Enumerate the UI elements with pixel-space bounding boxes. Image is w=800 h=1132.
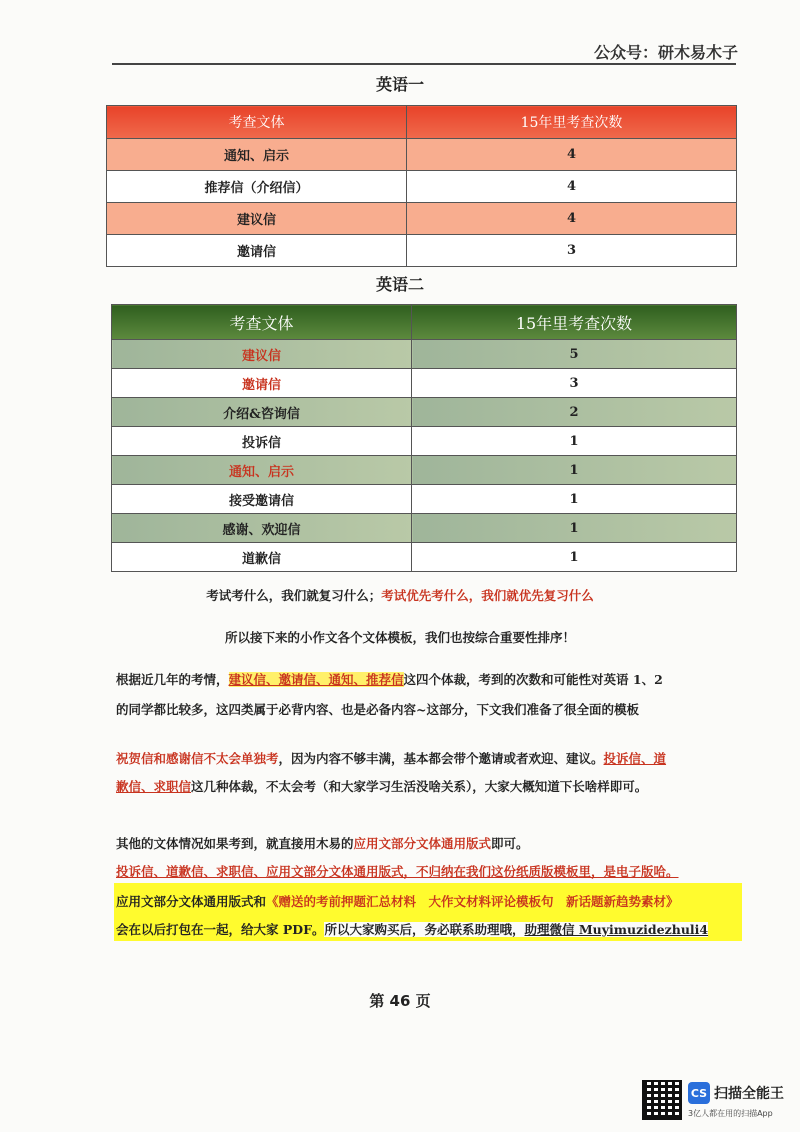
english2-table [111, 304, 737, 572]
text-run: 这四个体裁，考到的次数和可能性对英语 1、2 [403, 672, 663, 687]
text-run: 应用文部分文体通用版式和 [116, 894, 267, 909]
paragraph-line: 的同学都比较多，这四类属于必背内容、也是必备内容~这部分，下文我们准备了很全面的模板 [116, 702, 639, 717]
table-row [112, 369, 737, 398]
doc-type-cell: 邀请信 [107, 235, 407, 267]
text-run: 会在以后打包在一起，给大家 PDF。 [116, 922, 325, 937]
count-cell: 1 [412, 543, 737, 572]
table-header-row [107, 106, 737, 139]
column-header: 考查文体 [112, 305, 412, 340]
table-row [112, 543, 737, 572]
text-run: 所以大家购买后，务必联系助理哦， [324, 922, 525, 937]
doc-type-cell: 接受邀请信 [112, 485, 412, 514]
assistant-wechat: 助理微信 Muyimuzidezhuli4 [524, 922, 709, 937]
paragraph-line [116, 920, 708, 938]
app-name: 扫描全能王 [714, 1086, 784, 1102]
doc-type-cell: 邀请信 [112, 369, 412, 398]
english1-table [106, 105, 737, 267]
table-row [107, 139, 737, 171]
slogan-part1: 考试考什么，我们就复习什么； [206, 588, 382, 603]
count-cell: 4 [407, 171, 737, 203]
text-run: ，因为内容不够丰满，基本都会带个邀请或者欢迎、建议。 [278, 751, 604, 766]
column-header: 15年里考查次数 [407, 106, 737, 139]
header-brand: 公众号：研木易木子 [593, 43, 738, 62]
table-row [112, 427, 737, 456]
count-cell: 4 [407, 139, 737, 171]
column-header: 15年里考查次数 [412, 305, 737, 340]
slogan-part2: 考试优先考什么，我们就优先复习什么 [381, 588, 594, 603]
scanner-watermark [642, 1080, 792, 1122]
english1-title: 英语一 [375, 75, 424, 94]
count-cell: 1 [412, 514, 737, 543]
doc-type-cell: 投诉信 [112, 427, 412, 456]
text-run: 祝贺信和感谢信不太会单独考 [116, 751, 279, 766]
paragraph-line: 投诉信、道歉信、求职信、应用文部分文体通用版式，不归纳在我们这份纸质版模板里，是电子版哈。 [116, 864, 679, 879]
doc-type-cell: 通知、启示 [107, 139, 407, 171]
column-header: 考查文体 [107, 106, 407, 139]
page-number: 第 46 页 [369, 992, 431, 1010]
table-row [107, 235, 737, 267]
count-cell: 2 [412, 398, 737, 427]
app-tagline: 3亿人都在用的扫描App [688, 1109, 773, 1118]
count-cell: 3 [412, 369, 737, 398]
table-row [112, 398, 737, 427]
text-run: 即可。 [491, 836, 529, 851]
doc-type-cell: 建议信 [112, 340, 412, 369]
doc-type-cell: 道歉信 [112, 543, 412, 572]
table-row [112, 514, 737, 543]
paragraph-line [116, 749, 666, 767]
underlined-text: 投诉信、道 [603, 751, 667, 766]
highlighted-text: 建议信、邀请信、通知、推荐信 [228, 672, 404, 687]
paragraph-line [116, 892, 679, 910]
count-cell: 5 [412, 340, 737, 369]
doc-type-cell: 通知、启示 [112, 456, 412, 485]
text-run: 其他的文体情况如果考到，就直接用木易的 [116, 836, 354, 851]
sort-note: 所以接下来的小作文各个文体模板，我们也按综合重要性排序！ [224, 630, 575, 645]
count-cell: 1 [412, 456, 737, 485]
table-row [107, 203, 737, 235]
doc-type-cell: 推荐信（介绍信） [107, 171, 407, 203]
text-run: 应用文部分文体通用版式 [353, 836, 492, 851]
doc-type-cell: 介绍&咨询信 [112, 398, 412, 427]
paragraph-line [116, 670, 663, 688]
count-cell: 1 [412, 485, 737, 514]
header-rule [112, 63, 736, 65]
english2-title: 英语二 [375, 275, 424, 294]
doc-type-cell: 建议信 [107, 203, 407, 235]
underlined-text: 歉信、求职信 [116, 779, 192, 794]
count-cell: 1 [412, 427, 737, 456]
table-row [112, 485, 737, 514]
camscanner-logo-icon: CS [688, 1082, 710, 1104]
table-row [112, 340, 737, 369]
count-cell: 4 [407, 203, 737, 235]
doc-type-cell: 感谢、欢迎信 [112, 514, 412, 543]
text-run: 这几种体裁，不太会考（和大家学习生活没啥关系），大家大概知道下长啥样即可。 [191, 779, 648, 794]
qr-code-icon [642, 1080, 682, 1120]
table-header-row [112, 305, 737, 340]
text-run: 根据近几年的考情， [116, 672, 229, 687]
table-row [112, 456, 737, 485]
slogan-line [0, 586, 800, 604]
text-run: 《赠送的考前押题汇总材料 大作文材料评论模板句 新话题新趋势素材》 [266, 894, 679, 909]
table-row [107, 171, 737, 203]
count-cell: 3 [407, 235, 737, 267]
paragraph-line [116, 834, 529, 852]
paragraph-line [116, 777, 647, 795]
